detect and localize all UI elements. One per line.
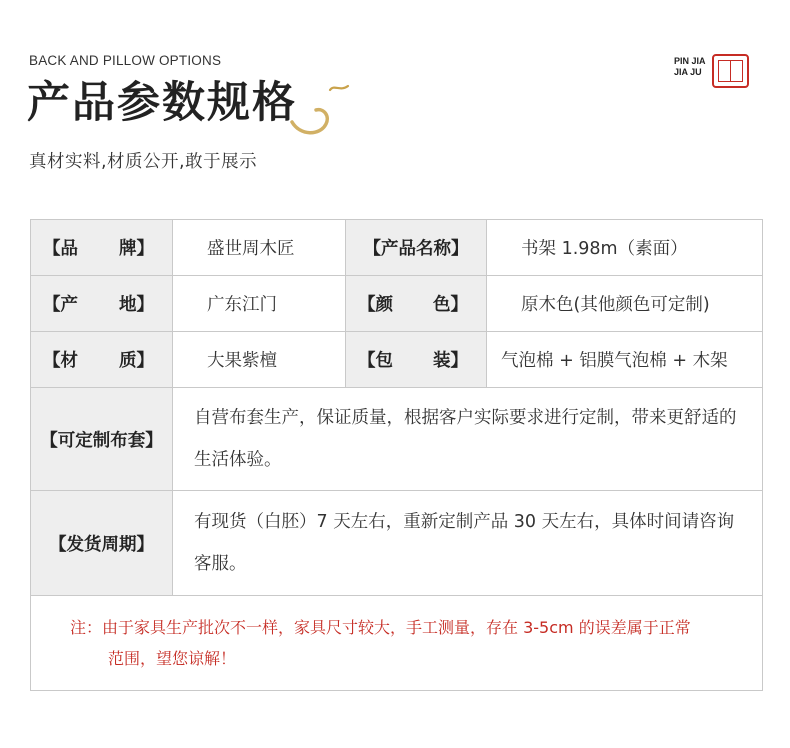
spec-value: 广东江门	[173, 276, 346, 332]
table-row	[31, 596, 763, 691]
spec-label: 【颜 色】	[346, 276, 487, 332]
note-cell	[31, 596, 763, 691]
spec-value: 气泡棉 + 铝膜气泡棉 + 木架	[487, 332, 763, 388]
spec-value: 原木色(其他颜色可定制)	[487, 276, 763, 332]
seal-stamp-icon	[712, 54, 749, 88]
table-row	[31, 332, 763, 388]
table-row	[31, 491, 763, 596]
spec-label: 【材 质】	[31, 332, 173, 388]
spec-label: 【发货周期】	[31, 491, 173, 596]
table-row	[31, 220, 763, 276]
spec-label: 【品 牌】	[31, 220, 173, 276]
spec-value: 盛世周木匠	[173, 220, 346, 276]
table-row	[31, 276, 763, 332]
subtitle-en: BACK AND PILLOW OPTIONS	[29, 53, 222, 68]
gold-swirl-icon	[286, 78, 356, 138]
brand-line-2: JIA JU	[674, 67, 702, 77]
spec-paragraph	[173, 388, 763, 491]
spec-label: 【产 地】	[31, 276, 173, 332]
page-title: 产品参数规格	[27, 78, 297, 128]
spec-paragraph	[173, 491, 763, 596]
note-text	[31, 612, 762, 674]
brand-logo	[674, 54, 749, 88]
custom-cover-text: 自营布套生产，保证质量，根据客户实际要求进行定制，带来更舒适的生活体验。	[194, 408, 737, 470]
spec-value: 书架 1.98m（素面）	[487, 220, 763, 276]
note-line-1: 注：由于家具生产批次不一样，家具尺寸较大，手工测量，存在 3-5cm 的误差属于正常	[70, 618, 691, 637]
spec-value: 大果紫檀	[173, 332, 346, 388]
note-line-2: 范围，望您谅解！	[108, 649, 237, 668]
spec-label: 【可定制布套】	[31, 388, 173, 491]
shipping-text: 有现货（白胚）7 天左右，重新定制产品 30 天左右，具体时间请咨询客服。	[194, 512, 735, 574]
brand-line-1: PIN JIA	[674, 56, 706, 66]
brand-text	[674, 56, 706, 78]
table-row	[31, 388, 763, 491]
spec-label: 【包 装】	[346, 332, 487, 388]
spec-label: 【产品名称】	[346, 220, 487, 276]
tagline: 真材实料,材质公开,敢于展示	[29, 152, 258, 172]
spec-table	[30, 219, 763, 691]
